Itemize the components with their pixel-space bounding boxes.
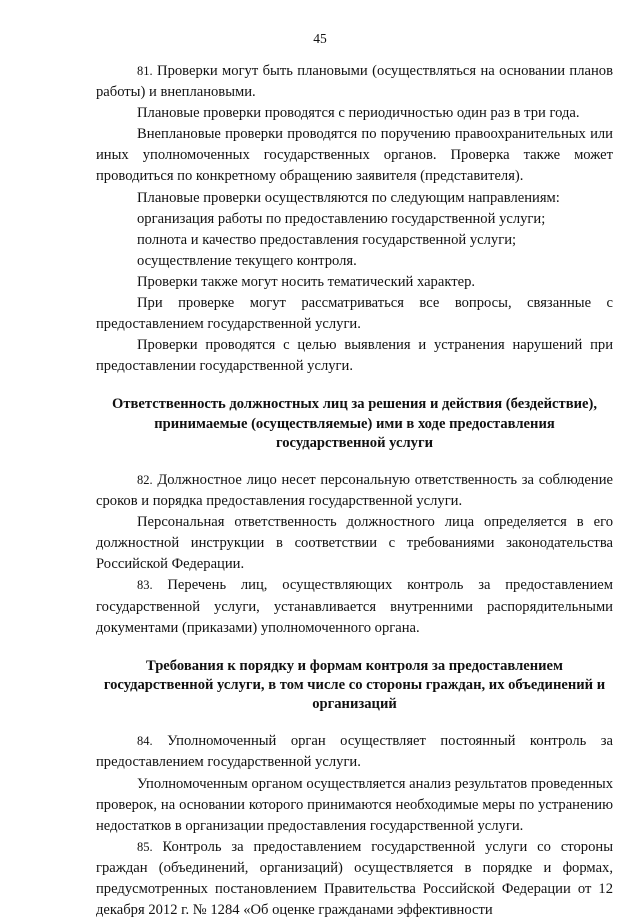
paragraph: 83. Перечень лиц, осуществляющих контроль за предоставлением государственной услуги, устанавливается внутренними распорядительными документами (приказами) уполномоченного органа. (96, 577, 613, 636)
paragraph: Плановые проверки осуществляются по следующим направлениям: (137, 189, 560, 206)
list-item: полнота и качество предоставления государственной услуги; (137, 231, 517, 248)
paragraph: Внеплановые проверки проводятся по поручению правоохранительных или иных уполномоченных государственных органов. Проверка также может проводиться по конкретному обращению заявителя (представителя). (96, 126, 613, 185)
paragraph: Уполномоченным органом осуществляется анализ результатов проведенных проверок, на основании которого принимаются необходимые меры по устранению недостатков в организации предоставления государственной услуги. (96, 775, 613, 834)
section-heading-responsibility: Ответственность должностных лиц за решения и действия (бездействие), принимаемые (осуществляемые) ими в ходе предоставления государственной услуги (112, 396, 597, 451)
paragraph: При проверке могут рассматриваться все вопросы, связанные с предоставлением государственной услуги. (96, 295, 613, 333)
paragraph: Плановые проверки проводятся с периодичностью один раз в три года. (137, 105, 580, 122)
paragraph: Проверки также могут носить тематический характер. (137, 273, 476, 290)
list-item: осуществление текущего контроля. (137, 252, 357, 269)
paragraph: 85. Контроль за предоставлением государственной услуги со стороны граждан (объединений, организаций) осуществляется в порядке и формах, предусмотренных постановлением Правительства Российской Федерации от 12 декабря 2012 г. № 1284 «Об оценке гражданами эффективности (96, 838, 613, 919)
paragraph: 82. Должностное лицо несет персональную ответственность за соблюдение сроков и порядка предоставления государственной услуги. (96, 472, 613, 510)
paragraph: Персональная ответственность должностного лица определяется в его должностной инструкции в соответствии с требованиями законодательства Российской Федерации. (96, 514, 613, 573)
page-number: 45 (313, 31, 327, 46)
paragraph: 81. Проверки могут быть плановыми (осуществляться на основании планов работы) и внеплановыми. (96, 63, 613, 101)
document-body (96, 61, 613, 921)
section-heading-control-requirements: Требования к порядку и формам контроля за предоставлением государственной услуги, в том числе со стороны граждан, их объединений и организаций (103, 657, 606, 713)
list-item: организация работы по предоставлению государственной услуги; (137, 210, 546, 227)
paragraph: 84. Уполномоченный орган осуществляет постоянный контроль за предоставлением государственной услуги. (96, 733, 613, 771)
paragraph: Проверки проводятся с целью выявления и устранения нарушений при предоставлении государственной услуги. (96, 337, 613, 375)
